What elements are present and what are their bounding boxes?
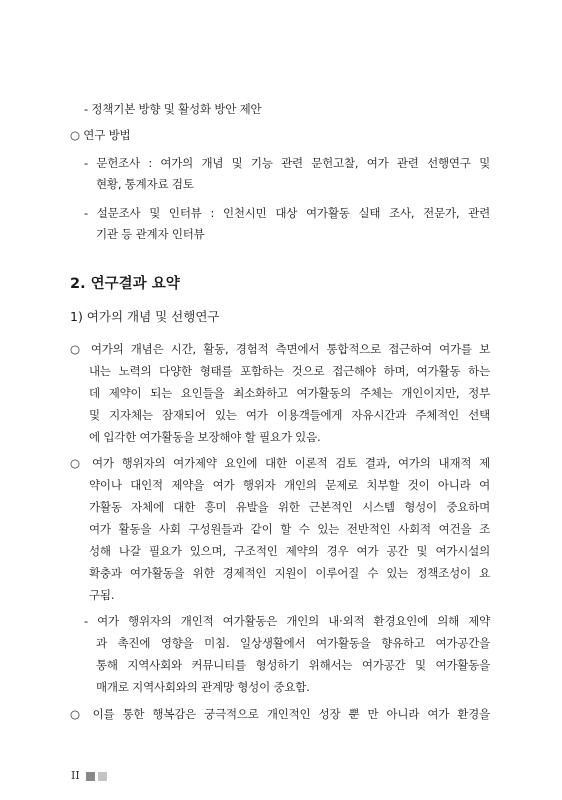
page-number: II (71, 769, 80, 782)
p2-line-5: 성해 나갈 필요가 있으며, 구조적인 제약의 경우 여가 공간 및 여가시설의 (89, 544, 490, 558)
p2-line-2: 약이나 대인적 제약을 여가 행위자 개인의 문제로 치부할 것이 아니라 여 (89, 478, 490, 492)
page-footer (71, 770, 107, 782)
section-subtitle: 1) 여가의 개념 및 선행연구 (70, 309, 220, 324)
footer-square-light (98, 772, 107, 781)
p1-line-1: ○ 여가의 개념은 시간, 활동, 경험적 측면에서 통합적으로 접근하여 여가를 보 (70, 342, 490, 356)
p3-line-4: 매개로 지역사회와의 관계망 형성이 중요함. (96, 680, 310, 694)
method-dash2-line2: 기관 등 관계자 인터뷰 (96, 227, 205, 241)
p2-line-1: ○ 여가 행위자의 여가제약 요인에 대한 이론적 검토 결과, 여가의 내재적 제 (70, 456, 490, 470)
section-title: 2. 연구결과 요약 (70, 276, 180, 292)
intro-dash-item: - 정책기본 방향 및 활성화 방안 제안 (84, 102, 262, 116)
p3-line-3: 통해 지역사회와 커뮤니티를 형성하기 위해서는 여가공간 및 여가활동을 (96, 658, 490, 672)
method-bullet: ○ 연구 방법 (70, 128, 131, 142)
p2-line-6: 확충과 여가활동을 위한 경제적인 지원이 이루어질 수 있는 정책조성이 요 (89, 566, 490, 580)
p2-line-4: 여가 활동을 사회 구성원들과 같이 할 수 있는 전반적인 사회적 여건을 조 (89, 522, 490, 536)
p4-line-1: ○ 이를 통한 행복감은 궁극적으로 개인적인 성장 뿐 만 아니라 여가 환경을 (70, 707, 490, 721)
method-dash1-line2: 현황, 통계자료 검토 (96, 177, 194, 191)
p1-line-5: 에 입각한 여가활동을 보장해야 할 필요가 있음. (89, 430, 321, 444)
p3-line-1: - 여가 행위자의 개인적 여가활동은 개인의 내·외적 환경요인에 의해 제약 (84, 614, 490, 628)
p1-line-3: 데 제약이 되는 요인들을 최소화하고 여가활동의 주체는 개인이지만, 정부 (89, 386, 490, 400)
method-dash2-line1: - 설문조사 및 인터뷰 : 인천시민 대상 여가활동 실태 조사, 전문가, 관련 (84, 206, 490, 220)
p2-line-3: 가활동 자체에 대한 흥미 유발을 위한 근본적인 시스템 형성이 중요하며 (89, 500, 490, 514)
footer-square-dark (86, 772, 95, 781)
p3-line-2: 과 촉진에 영향을 미침. 일상생활에서 여가활동을 향유하고 여가공간을 (96, 636, 490, 650)
p1-line-2: 내는 노력의 다양한 형태를 포함하는 것으로 접근해야 하며, 여가활동 하는 (89, 364, 490, 378)
p2-line-7: 구됨. (89, 588, 115, 602)
p1-line-4: 및 지자체는 잠재되어 있는 여가 이용객들에게 자유시간과 주체적인 선택 (89, 408, 490, 422)
method-dash1-line1: - 문헌조사 : 여가의 개념 및 기능 관련 문헌고찰, 여가 관련 선행연구 및 (84, 156, 490, 170)
